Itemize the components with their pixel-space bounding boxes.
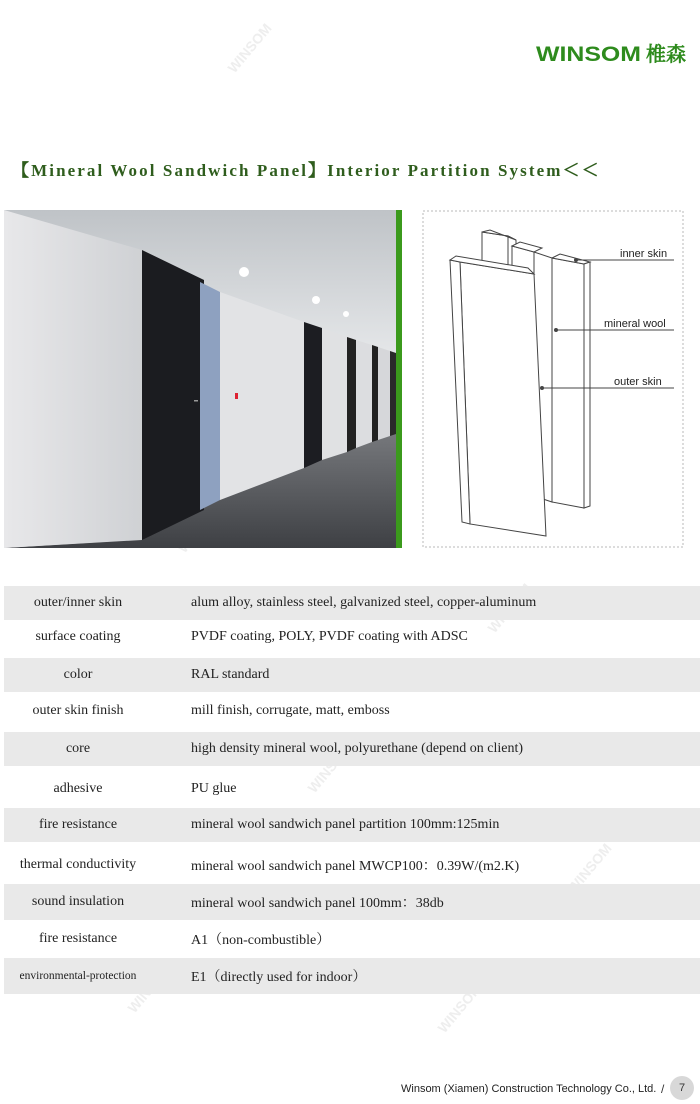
spec-key: color xyxy=(63,667,93,682)
footer-company: Winsom (Xiamen) Construction Technology Co., Ltd. xyxy=(401,1083,657,1095)
table-row xyxy=(4,586,700,620)
spec-key: sound insulation xyxy=(31,894,125,909)
spec-value: PU glue xyxy=(191,781,237,796)
spec-key: outer skin finish xyxy=(32,703,124,718)
spec-value: mineral wool sandwich panel partition 100mm:125min xyxy=(191,817,500,832)
table-row xyxy=(4,620,700,654)
table-row xyxy=(4,694,700,728)
corridor-photo xyxy=(4,210,402,548)
spec-key: fire resistance xyxy=(38,931,118,946)
spec-key: adhesive xyxy=(53,781,103,796)
spec-key: outer/inner skin xyxy=(33,595,123,610)
table-row xyxy=(4,884,700,920)
table-row xyxy=(4,808,700,842)
spec-key: environmental-protection xyxy=(19,970,137,982)
spec-key: fire resistance xyxy=(38,817,118,832)
spec-value: mineral wool sandwich panel MWCP100：0.39W/(m2.K) xyxy=(191,859,520,874)
spec-value: alum alloy, stainless steel, galvanized steel, copper-aluminum xyxy=(191,595,537,610)
watermark: WINSOM xyxy=(564,840,615,896)
label-mineral-wool: mineral wool xyxy=(604,318,666,330)
panel-structure-diagram xyxy=(422,210,684,548)
table-row xyxy=(4,958,700,994)
page-separator: / xyxy=(661,1082,665,1096)
spec-value: high density mineral wool, polyurethane (depend on client) xyxy=(191,741,524,756)
table-row xyxy=(4,848,700,882)
svg-text:WINSOM: WINSOM xyxy=(536,43,641,66)
spec-key: thermal conductivity xyxy=(19,857,137,872)
page-number: 7 xyxy=(670,1076,694,1100)
spec-value: mineral wool sandwich panel 100mm：38db xyxy=(191,896,444,911)
spec-value: PVDF coating, POLY, PVDF coating with ADSC xyxy=(191,629,468,644)
spec-key: core xyxy=(65,741,91,756)
table-row xyxy=(4,732,700,766)
page-title: 【Mineral Wool Sandwich Panel】Interior Partition System＜＜ xyxy=(12,161,601,180)
watermark: WINSOM xyxy=(434,980,485,1036)
label-inner-skin: inner skin xyxy=(620,248,668,260)
table-row xyxy=(4,922,700,956)
spec-value: A1（non-combustible） xyxy=(191,933,331,948)
spec-key: surface coating xyxy=(35,629,121,644)
spec-value: mill finish, corrugate, matt, emboss xyxy=(191,703,390,718)
watermark: WINSOM xyxy=(224,20,275,76)
spec-value: E1（directly used for indoor） xyxy=(191,970,367,985)
svg-text:椎森: 椎森 xyxy=(646,42,686,66)
winsom-logo xyxy=(536,40,692,66)
table-row xyxy=(4,772,700,806)
spec-value: RAL standard xyxy=(191,667,270,682)
table-row xyxy=(4,658,700,692)
label-outer-skin: outer skin xyxy=(614,376,662,388)
watermark: WINSOM xyxy=(304,740,355,796)
